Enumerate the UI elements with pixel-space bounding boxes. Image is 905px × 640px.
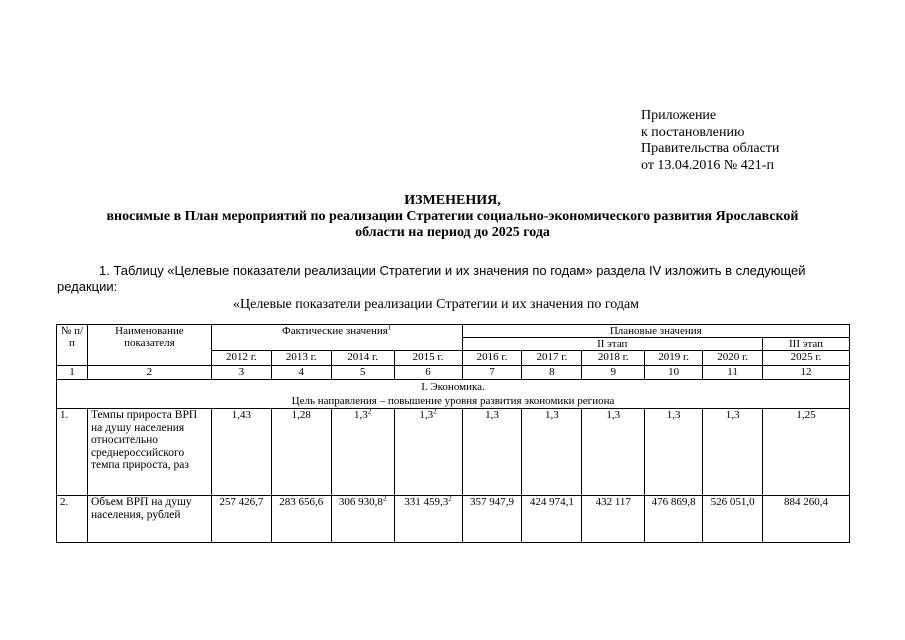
header-planned: Плановые значения [462,325,850,338]
table-row [57,496,850,543]
column-number: 5 [331,366,394,380]
value-text: 1,25 [796,409,816,421]
appendix-line: к постановлению [641,124,745,140]
column-number: 1 [57,366,88,380]
value-cell [703,409,763,496]
title-line: области на период до 2025 года [355,225,550,240]
header-name: Наименование показателя [87,325,211,366]
year-header: 2013 г. [271,351,331,366]
title-line: ИЗМЕНЕНИЯ, [404,193,501,208]
value-cell [211,496,271,543]
value-text: 283 656,6 [279,496,324,508]
value-text: 476 869,8 [651,496,696,508]
column-number: 6 [394,366,462,380]
value-text: 331 459,3 [404,496,449,508]
section-goal: Цель направления – повышение уровня развития экономики региона [291,395,615,407]
year-header: 2019 г. [645,351,703,366]
column-number: 12 [763,366,850,380]
section-title: I. Экономика. [421,381,485,393]
table-row [57,409,850,496]
table-caption: «Целевые показатели реализации Стратегии и их значения по годам [233,297,640,312]
column-number: 10 [645,366,703,380]
year-header: 2025 г. [763,351,850,366]
column-number: 4 [271,366,331,380]
column-number: 11 [703,366,763,380]
header-stage3: III этап [763,338,850,351]
header-actual-label: Фактические значения [282,325,388,337]
value-text: 1,3 [666,409,681,421]
column-number: 8 [522,366,582,380]
year-header: 2017 г. [522,351,582,366]
column-number: 7 [462,366,522,380]
header-actual-footnote: 1 [387,323,392,332]
value-cell [462,409,522,496]
year-header: 2020 г. [703,351,763,366]
value-cell [645,496,703,543]
value-text: 1,28 [291,409,311,421]
value-text: 884 260,4 [784,496,829,508]
appendix-line: Правительства области [641,141,780,156]
header-stage2: II этап [462,338,763,351]
value-cell [271,409,331,496]
instruction-paragraph: 1. Таблицу «Целевые показатели реализации Стратегии и их значения по годам» раздела IV изложить в следующей редакции: [57,263,806,294]
row-number: 1. [57,409,88,496]
value-cell [331,409,394,496]
value-cell [462,496,522,543]
value-cell [331,496,394,543]
year-header: 2018 г. [582,351,645,366]
value-cell [645,409,703,496]
value-text: 1,3 [606,409,621,421]
value-text: 257 426,7 [219,496,264,508]
value-cell [582,409,645,496]
value-cell [703,496,763,543]
indicator-name: Объем ВРП на душу населения, рублей [87,496,211,543]
year-header: 2014 г. [331,351,394,366]
appendix-block [641,108,779,174]
appendix-line: Приложение [641,108,717,123]
value-cell [394,409,462,496]
column-number: 3 [211,366,271,380]
year-header: 2015 г. [394,351,462,366]
value-cell [763,409,850,496]
header-num: № п/п [57,325,88,366]
value-text: 1,3 [354,409,368,421]
value-cell [522,409,582,496]
column-number: 9 [582,366,645,380]
indicator-name: Темпы прироста ВРП на душу населения относительно среднероссийского темпа прироста, раз [87,409,211,496]
value-text: 1,3 [544,409,559,421]
value-cell [522,496,582,543]
value-text: 1,3 [725,409,740,421]
footnote-marker: 2 [448,494,452,503]
year-header: 2012 г. [211,351,271,366]
value-text: 306 930,8 [338,496,383,508]
value-cell [211,409,271,496]
header-actual [211,325,462,351]
value-text: 1,3 [419,409,434,421]
indicators-table [56,324,850,543]
footnote-marker: 2 [382,494,387,503]
appendix-line: от 13.04.2016 № 421-п [641,157,774,173]
value-cell [582,496,645,543]
document-title [0,193,905,241]
value-text: 1,3 [485,409,499,421]
footnote-marker: 2 [433,407,437,416]
section-header [57,380,850,409]
value-cell [394,496,462,543]
value-text: 526 051,0 [710,496,755,508]
value-cell [763,496,850,543]
row-number: 2. [57,496,88,543]
footnote-marker: 2 [367,407,372,416]
column-number: 2 [87,366,211,380]
value-text: 1,43 [231,409,251,421]
value-text: 357 947,9 [469,496,514,508]
year-header: 2016 г. [462,351,522,366]
value-text: 424 974,1 [529,496,574,508]
value-cell [271,496,331,543]
value-text: 432 117 [595,496,631,508]
title-line: вносимые в План мероприятий по реализации Стратегии социально-экономического развития Ярославской [106,209,799,224]
